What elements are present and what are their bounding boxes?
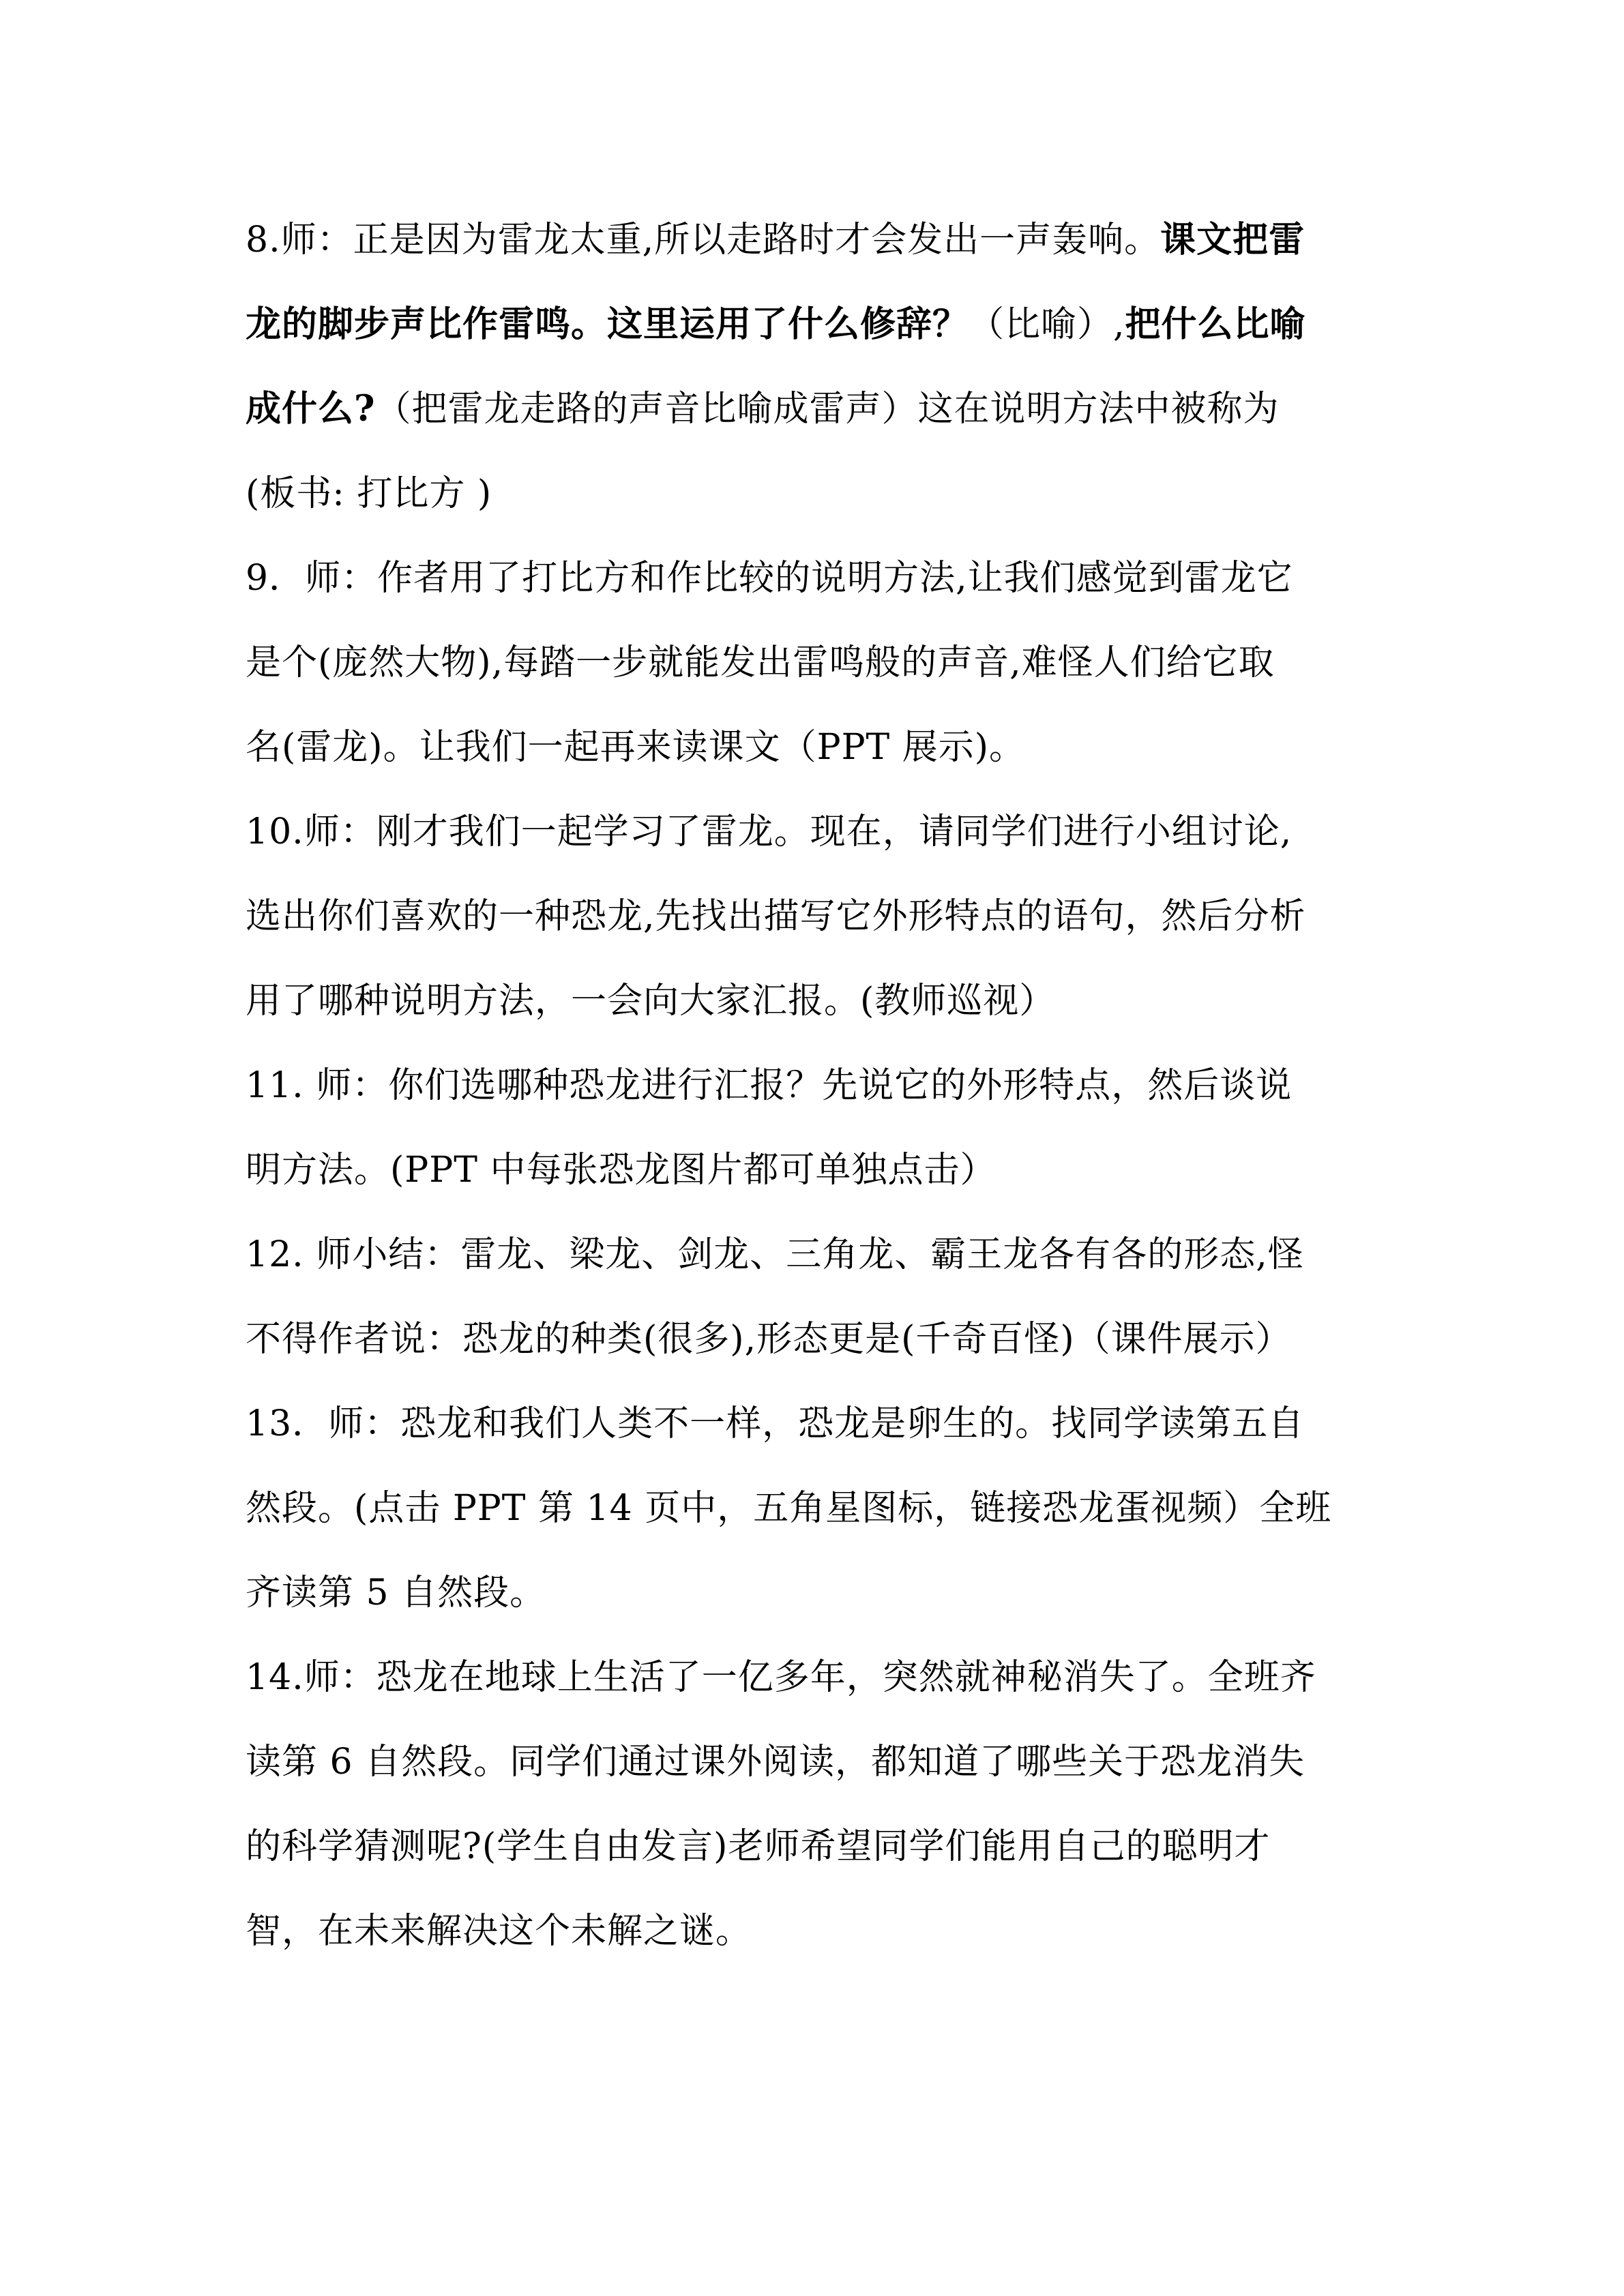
text-line bbox=[246, 1309, 1378, 1394]
text-segment: 不得作者说：恐龙的种类(很多),形态更是(千奇百怪)（课件展示） bbox=[246, 1319, 1292, 1360]
text-segment: 是个(庞然大物),每踏一步就能发出雷鸣般的声音,难怪人们给它取 bbox=[246, 642, 1275, 683]
paragraph-p13 bbox=[246, 1394, 1378, 1648]
text-line bbox=[246, 210, 1378, 295]
text-segment: 14.师：恐龙在地球上生活了一亿多年，突然就神秘消失了。全班齐 bbox=[246, 1657, 1316, 1698]
text-segment: 9．师：作者用了打比方和作比较的说明方法,让我们感觉到雷龙它 bbox=[246, 558, 1293, 599]
text-segment: 8.师：正是因为雷龙太重,所以走路时才会发出一声轰响。 bbox=[246, 220, 1161, 260]
text-segment: (板书: 打比方 ) bbox=[246, 473, 492, 514]
text-segment: 的科学猜测呢?(学生自由发言)老师希望同学们能用自己的聪明才 bbox=[246, 1826, 1271, 1867]
text-segment: 读第 6 自然段。同学们通过课外阅读，都知道了哪些关于恐龙消失 bbox=[246, 1742, 1305, 1783]
bold-text-segment: 成什么? bbox=[246, 388, 376, 430]
bold-text-segment: 把什么比喻 bbox=[1125, 303, 1306, 345]
text-segment: （把雷龙走路的声音比喻成雷声）这在说明方法中被称为 bbox=[375, 389, 1280, 430]
text-segment: 12. 师小结：雷龙、梁龙、剑龙、三角龙、霸王龙各有各的形态,怪 bbox=[246, 1234, 1304, 1275]
text-line bbox=[246, 379, 1378, 464]
text-line bbox=[246, 1394, 1378, 1478]
text-segment: 选出你们喜欢的一种恐龙,先找出描写它外形特点的语句，然后分析 bbox=[246, 896, 1306, 937]
text-line bbox=[246, 1901, 1378, 1986]
text-segment: 齐读第 5 自然段。 bbox=[246, 1572, 546, 1613]
text-line bbox=[246, 1817, 1378, 1901]
text-line bbox=[246, 1140, 1378, 1225]
paragraph-p11 bbox=[246, 1056, 1378, 1225]
paragraph-p10 bbox=[246, 802, 1378, 1056]
bold-text-segment: 课文把雷 bbox=[1160, 219, 1305, 260]
text-line bbox=[246, 1648, 1378, 1732]
text-line bbox=[246, 633, 1378, 717]
text-line bbox=[246, 1563, 1378, 1648]
text-line bbox=[246, 1478, 1378, 1563]
text-segment: 10.师：刚才我们一起学习了雷龙。现在，请同学们进行小组讨论, bbox=[246, 811, 1293, 852]
paragraph-p14 bbox=[246, 1648, 1378, 1986]
text-line bbox=[246, 717, 1378, 802]
text-segment: 13．师：恐龙和我们人类不一样，恐龙是卵生的。找同学读第五自 bbox=[246, 1403, 1305, 1444]
paragraph-p8 bbox=[246, 210, 1378, 548]
text-line bbox=[246, 802, 1378, 886]
text-line bbox=[246, 1225, 1378, 1309]
text-segment: 明方法。(PPT 中每张恐龙图片都可单独点击） bbox=[246, 1150, 996, 1191]
text-line bbox=[246, 886, 1378, 971]
text-segment: 用了哪种说明方法，一会向大家汇报。(教师巡视） bbox=[246, 981, 1056, 1022]
text-line bbox=[246, 548, 1378, 633]
text-segment: 智，在未来解决这个未解之谜。 bbox=[246, 1911, 752, 1952]
text-line bbox=[246, 1732, 1378, 1817]
text-segment: （比喻）, bbox=[969, 304, 1125, 345]
text-line bbox=[246, 1056, 1378, 1140]
text-line bbox=[246, 971, 1378, 1056]
paragraph-p9 bbox=[246, 548, 1378, 802]
paragraph-p12 bbox=[246, 1225, 1378, 1394]
bold-text-segment: 龙的脚步声比作雷鸣。这里运用了什么修辞？ bbox=[246, 303, 969, 345]
text-segment: 名(雷龙)。让我们一起再来读课文（PPT 展示)。 bbox=[246, 727, 1026, 768]
text-line bbox=[246, 295, 1378, 379]
text-line bbox=[246, 464, 1378, 548]
document-page bbox=[246, 210, 1378, 1986]
text-segment: 11. 师：你们选哪种恐龙进行汇报？先说它的外形特点，然后谈说 bbox=[246, 1065, 1293, 1106]
text-segment: 然段。(点击 PPT 第 14 页中，五角星图标，链接恐龙蛋视频）全班 bbox=[246, 1488, 1332, 1529]
